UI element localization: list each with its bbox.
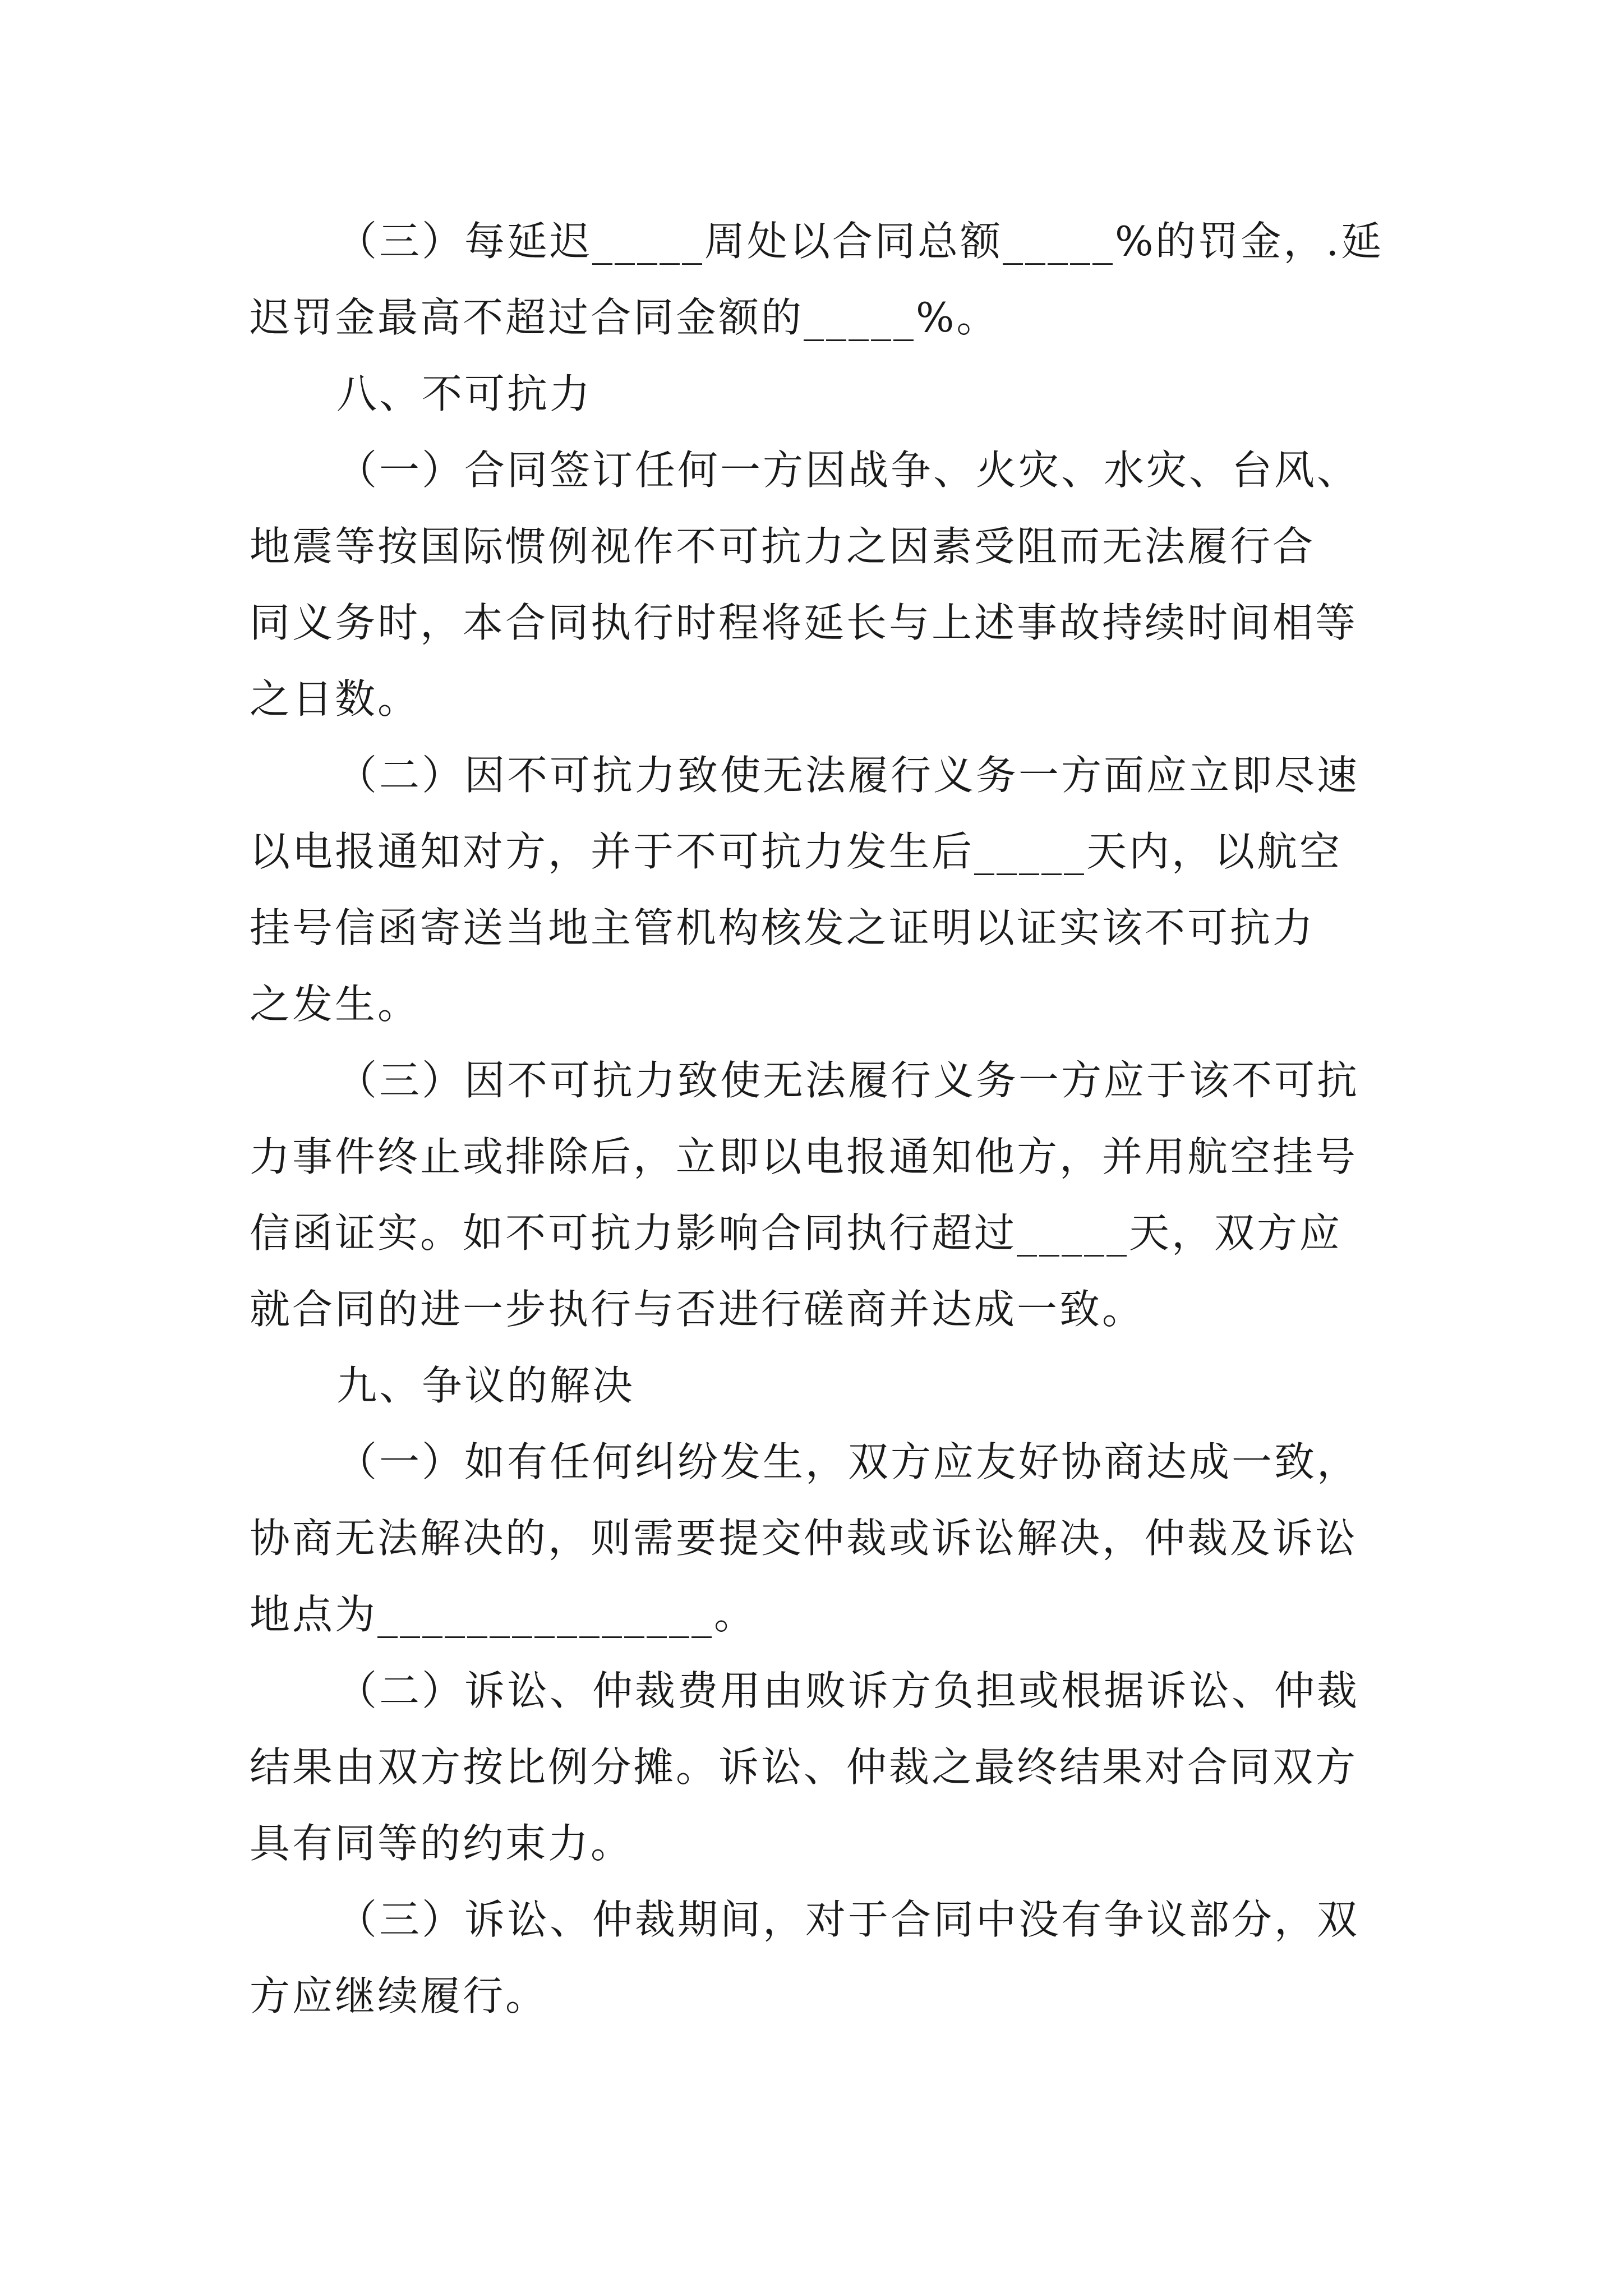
paragraph-line: 之日数。 (250, 675, 421, 723)
paragraph-line: 同义务时，本合同执行时程将延长与上述事故持续时间相等 (250, 599, 1358, 646)
paragraph-line: 具有同等的约束力。 (250, 1820, 634, 1867)
paragraph-line: 结果由双方按比例分摊。诉讼、仲裁之最终结果对合同双方 (250, 1743, 1358, 1791)
paragraph-line: 方应继续履行。 (250, 1972, 548, 2019)
paragraph-line: （二）诉讼、仲裁费用由败诉方负担或根据诉讼、仲裁 (336, 1667, 1360, 1714)
paragraph-line: （二）因不可抗力致使无法履行义务一方面应立即尽速 (336, 752, 1360, 799)
paragraph-line: 力事件终止或排除后，立即以电报通知他方，并用航空挂号 (250, 1133, 1358, 1180)
paragraph-line: 之发生。 (250, 981, 421, 1028)
paragraph-line: 地震等按国际惯例视作不可抗力之因素受阻而无法履行合 (250, 523, 1316, 570)
paragraph-line: （三）因不可抗力致使无法履行义务一方应于该不可抗 (336, 1057, 1360, 1104)
paragraph-line: 就合同的进一步执行与否进行磋商并达成一致。 (250, 1286, 1145, 1333)
section-heading-force-majeure: 八、不可抗力 (336, 370, 593, 417)
paragraph-line: 地点为_______________。 (250, 1591, 757, 1638)
paragraph-line: （三）诉讼、仲裁期间，对于合同中没有争议部分，双 (336, 1896, 1360, 1943)
paragraph-line: （一）合同签订任何一方因战争、火灾、水灾、台风、 (336, 447, 1360, 494)
paragraph-line: 挂号信函寄送当地主管机构核发之证明以证实该不可抗力 (250, 904, 1316, 951)
paragraph-line: （三）每延迟_____周处以合同总额_____%的罚金，.延 (336, 218, 1384, 265)
section-heading-dispute-resolution: 九、争议的解决 (336, 1362, 635, 1409)
paragraph-line: 信函证实。如不可抗力影响合同执行超过_____天，双方应 (250, 1209, 1343, 1257)
paragraph-line: 以电报通知对方，并于不可抗力发生后_____天内，以航空 (250, 828, 1343, 875)
paragraph-line: （一）如有任何纠纷发生，双方应友好协商达成一致， (336, 1438, 1360, 1485)
paragraph-line: 协商无法解决的，则需要提交仲裁或诉讼解决，仲裁及诉讼 (250, 1515, 1358, 1562)
paragraph-line: 迟罚金最高不超过合同金额的_____%。 (250, 294, 999, 341)
